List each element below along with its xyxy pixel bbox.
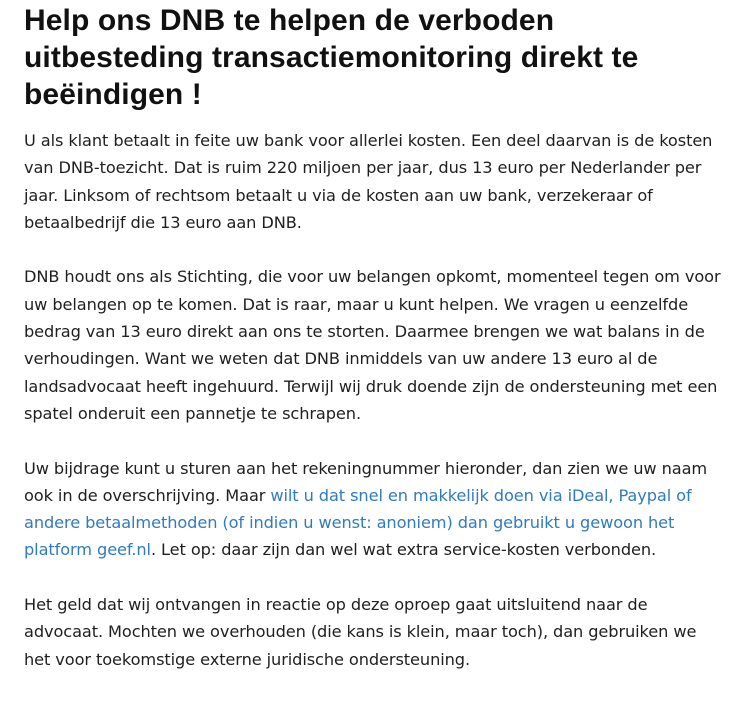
payment-text-before-link: Uw bijdrage kunt u sturen aan het rekeningnummer hieronder, dan zien we uw naam ook in de overschrijving. Maar xyxy=(24,458,708,505)
article-title: Help ons DNB te helpen de verboden uitbesteding transactiemonitoring direkt te beëindigen ! xyxy=(24,4,639,111)
paragraph-dnb-costs: U als klant betaalt in feite uw bank voor allerlei kosten. Een deel daarvan is de kosten van DNB-toezicht. Dat is ruim 220 miljoen per jaar, dus 13 euro per Nederlander per jaar. Linksom of rechtsom betaalt u via de kosten aan uw bank, verzekeraar of betaalbedrijf die 13 euro aan DNB. xyxy=(24,131,713,232)
geef-platform-link[interactable]: wilt u dat snel en makkelijk doen via iDeal, Paypal of andere betaalmethoden (of indien u wenst: anoniem) dan gebruikt u gewoon het platform geef.nl xyxy=(24,485,692,560)
paragraph-payment-options xyxy=(24,455,724,564)
paragraph-donation-request: DNB houdt ons als Stichting, die voor uw belangen opkomt, momenteel tegen om voor uw belangen op te komen. Dat is raar, maar u kunt helpen. We vragen u eenzelfde bedrag van 13 euro direkt aan ons te storten. Daarmee brengen we wat balans in de verhoudingen. Want we weten dat DNB inmiddels van uw andere 13 euro al de landsadvocaat heeft ingehuurd. Terwijl wij druk doende zijn de ondersteuning met een spatel onderuit een pannetje te schrapen. xyxy=(24,267,721,423)
payment-text-after-link: . Let op: daar zijn dan wel wat extra service-kosten verbonden. xyxy=(150,540,657,560)
article xyxy=(24,0,724,673)
paragraph-money-usage: Het geld dat wij ontvangen in reactie op deze oproep gaat uitsluitend naar de advocaat. Mochten we overhouden (die kans is klein, maar toch), dan gebruiken we het voor toekomstige externe juridische ondersteuning. xyxy=(24,595,697,669)
